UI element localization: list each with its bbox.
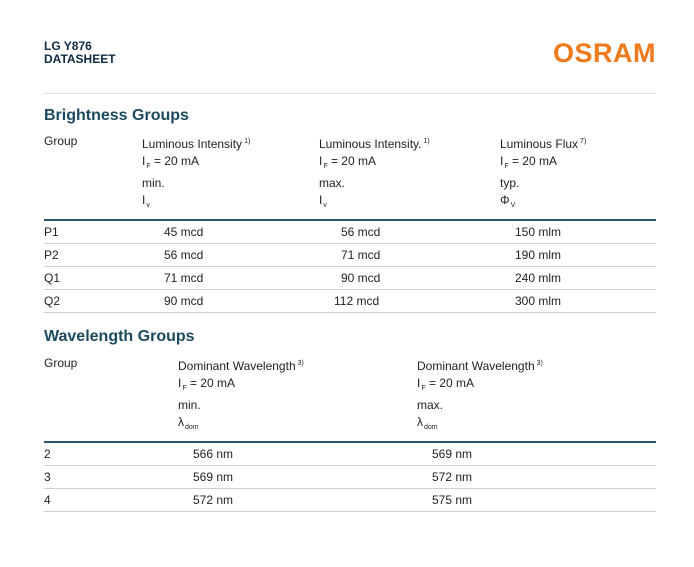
cell-intensity-min: 71 mcd — [142, 267, 319, 290]
cell-intensity-max: 71 mcd — [319, 244, 500, 267]
table-row — [44, 442, 656, 466]
col-wavelength-min-header: Dominant Wavelength $^{3)}$ $I_F = 20$ mA min. $\lambda_{dom}$ — [178, 359, 304, 431]
table-row — [44, 489, 656, 512]
cell-group: 2 — [44, 442, 178, 466]
cell-wavelength-max: 572 nm — [417, 466, 656, 489]
wavelength-header-row — [44, 355, 656, 442]
wavelength-groups-table — [44, 355, 656, 512]
cell-intensity-max: 90 mcd — [319, 267, 500, 290]
cell-intensity-max: 112 mcd — [319, 290, 500, 313]
cell-wavelength-max: 569 nm — [417, 442, 656, 466]
cell-intensity-min: 90 mcd — [142, 290, 319, 313]
cell-intensity-max: 56 mcd — [319, 220, 500, 244]
cell-wavelength-min: 569 nm — [178, 466, 417, 489]
table-row — [44, 466, 656, 489]
cell-wavelength-max: 575 nm — [417, 489, 656, 512]
col-intensity-max-header: Luminous Intensity. $^{1)}$ $I_F = 20$ mA max. $I_v$ — [319, 137, 430, 209]
table-row — [44, 267, 656, 290]
col-intensity-min-header: Luminous Intensity $^{1)}$ $I_F = 20$ mA min. $I_v$ — [142, 137, 251, 209]
cell-intensity-min: 56 mcd — [142, 244, 319, 267]
document-header — [44, 40, 116, 66]
cell-flux: 190 mlm — [500, 244, 656, 267]
cell-group: Q2 — [44, 290, 142, 313]
cell-group: 3 — [44, 466, 178, 489]
col-wavelength-max-header: Dominant Wavelength $^{3)}$ $I_F = 20$ mA max. $\lambda_{dom}$ — [417, 359, 543, 431]
product-name: LG Y876 — [44, 39, 92, 53]
col-group-header: Group — [44, 134, 78, 148]
osram-logo: OSRAM — [553, 38, 656, 68]
col-group-header: Group — [44, 356, 78, 370]
brightness-header-row — [44, 133, 656, 220]
col-flux-header: Luminous Flux $^{7)}$ $I_F = 20$ mA typ. $\Phi_V$ — [500, 137, 587, 209]
cell-group: P2 — [44, 244, 142, 267]
wavelength-groups-title: Wavelength Groups — [44, 328, 195, 345]
cell-group: 4 — [44, 489, 178, 512]
table-row — [44, 220, 656, 244]
cell-flux: 150 mlm — [500, 220, 656, 244]
table-row — [44, 244, 656, 267]
brightness-groups-table — [44, 133, 656, 313]
cell-wavelength-min: 566 nm — [178, 442, 417, 466]
cell-wavelength-min: 572 nm — [178, 489, 417, 512]
cell-flux: 240 mlm — [500, 267, 656, 290]
cell-group: P1 — [44, 220, 142, 244]
table-row — [44, 290, 656, 313]
cell-flux: 300 mlm — [500, 290, 656, 313]
cell-group: Q1 — [44, 267, 142, 290]
cell-intensity-min: 45 mcd — [142, 220, 319, 244]
document-type: DATASHEET — [44, 52, 116, 66]
header-divider — [44, 93, 656, 94]
brightness-groups-title: Brightness Groups — [44, 107, 189, 124]
